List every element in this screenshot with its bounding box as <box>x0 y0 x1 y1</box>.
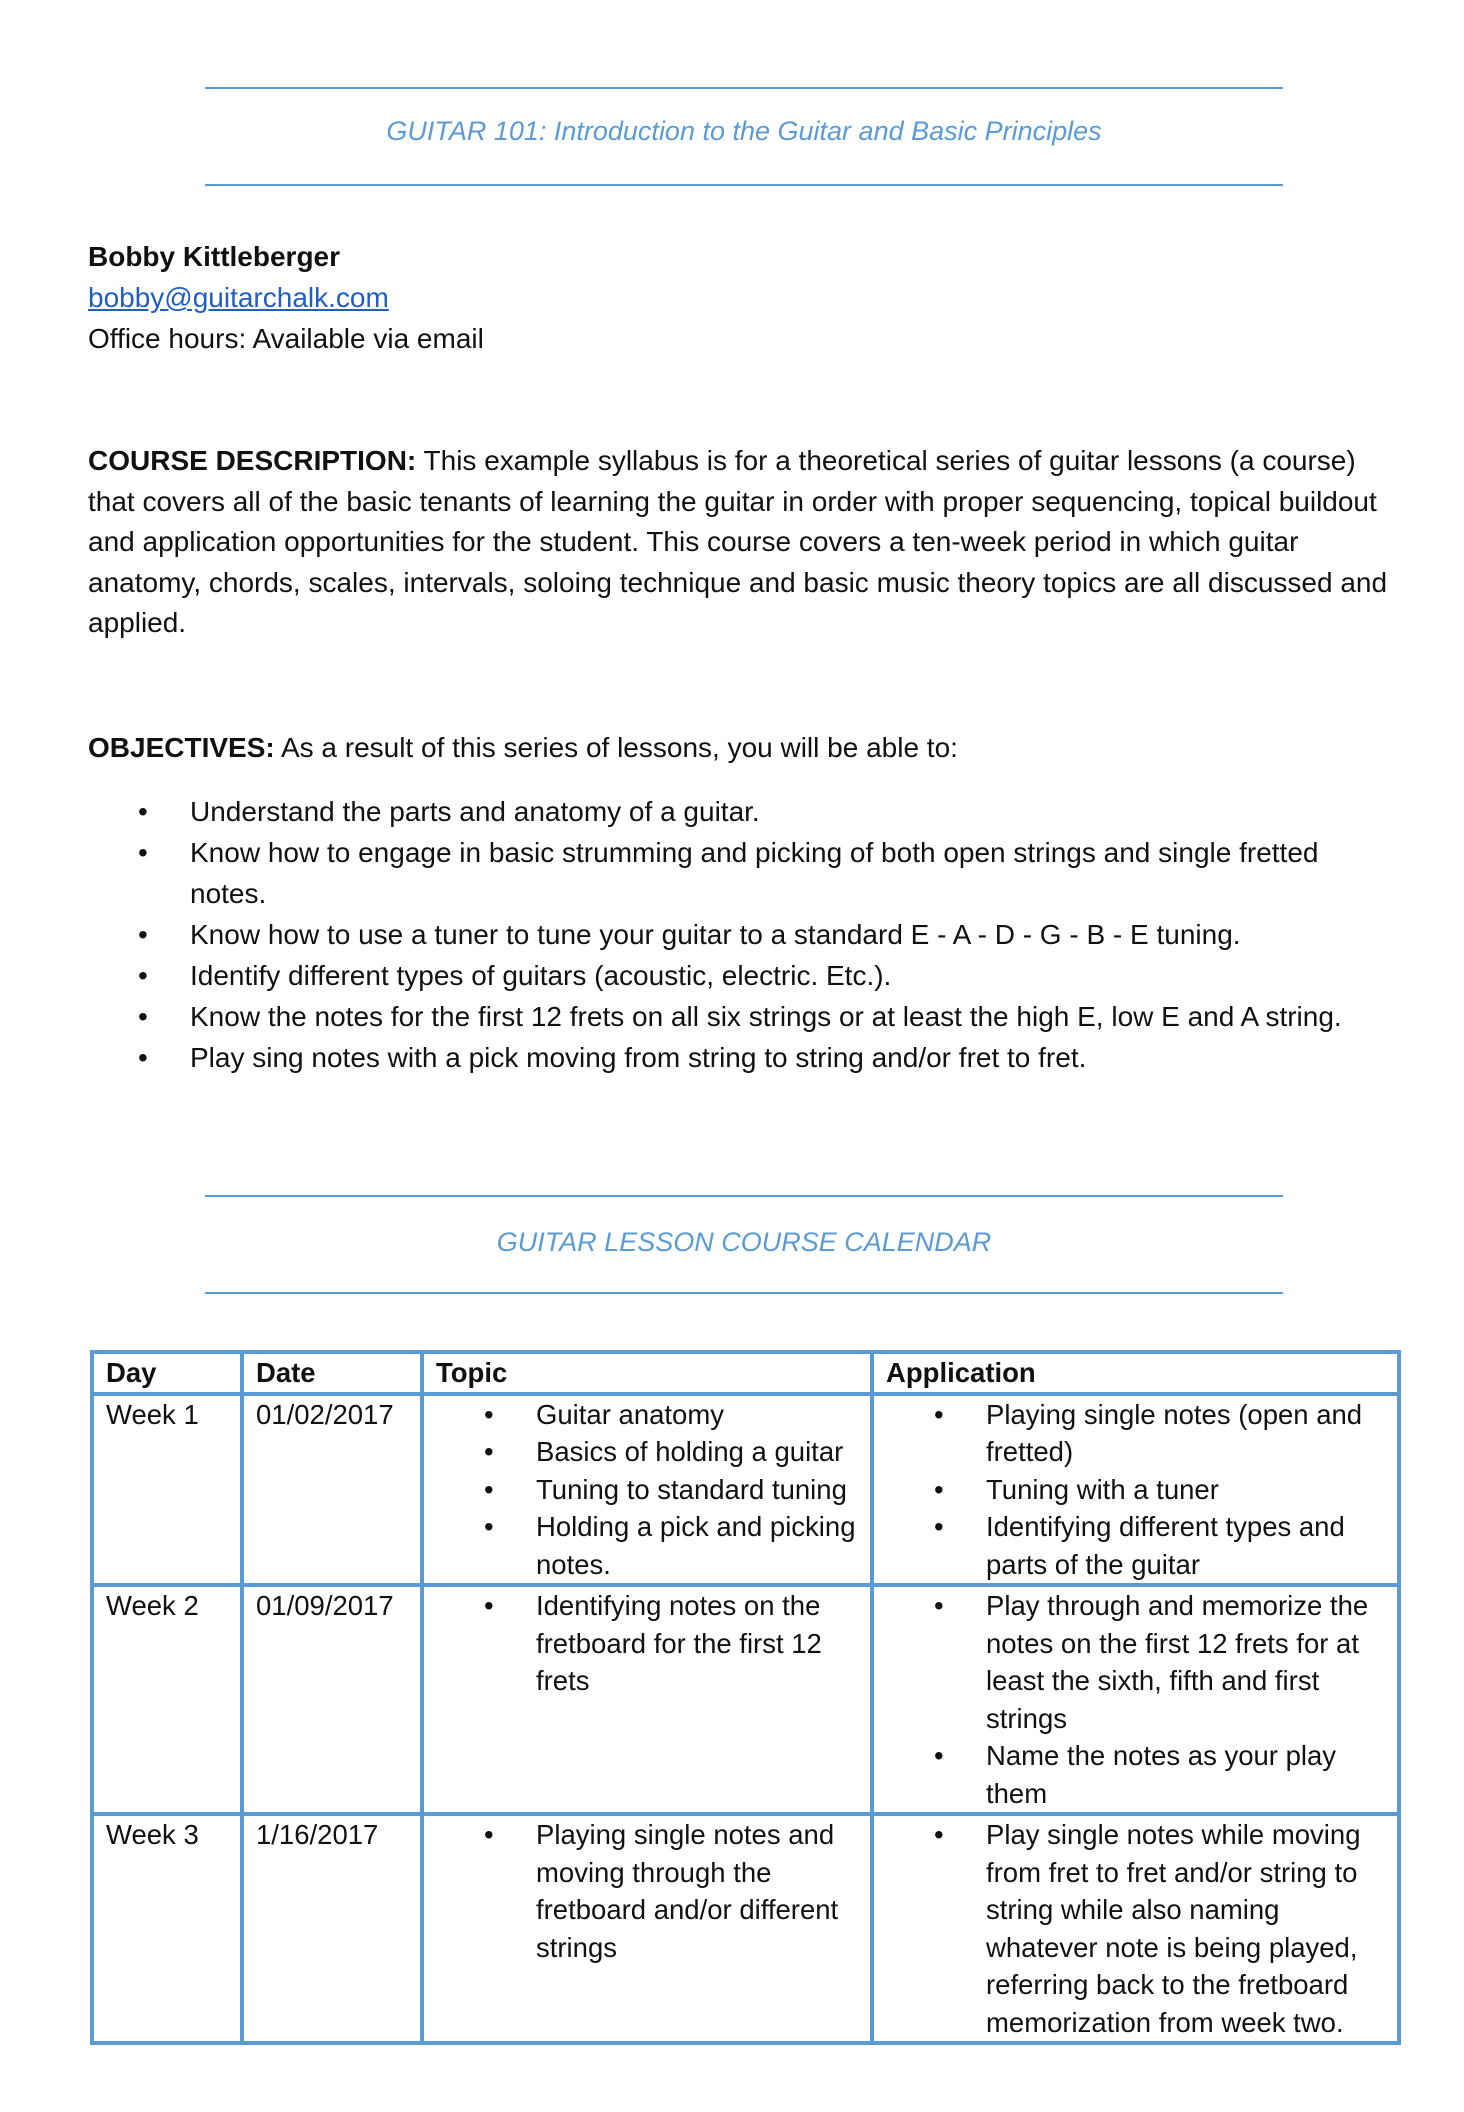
topic-item: • Identifying notes on the fretboard for the first 12 frets <box>436 1587 860 1700</box>
office-hours: Office hours: Available via email <box>88 323 484 354</box>
calendar-top-rule <box>205 1195 1283 1197</box>
objective-item: • Know how to engage in basic strumming and picking of both open strings and single fretted notes. <box>88 832 1388 914</box>
objective-item: • Know the notes for the first 12 frets on all six strings or at least the high E, low E and A string. <box>88 996 1388 1037</box>
course-calendar-table <box>90 1350 1401 2045</box>
date-cell: 01/02/2017 <box>242 1394 422 1586</box>
day-cell: Week 2 <box>92 1585 242 1814</box>
course-title: GUITAR 101: Introduction to the Guitar and Basic Principles <box>386 116 1102 146</box>
objective-item: • Identify different types of guitars (acoustic, electric. Etc.). <box>88 955 1388 996</box>
date-cell: 1/16/2017 <box>242 1814 422 2043</box>
instructor-email-link[interactable]: bobby@guitarchalk.com <box>88 282 389 313</box>
topic-cell <box>422 1585 872 1814</box>
objective-item: • Play sing notes with a pick moving from string to string and/or fret to fret. <box>88 1037 1388 1078</box>
topic-cell <box>422 1394 872 1586</box>
day-cell: Week 3 <box>92 1814 242 2043</box>
column-header-topic: Topic <box>422 1352 872 1394</box>
topic-cell <box>422 1814 872 2043</box>
table-header-row <box>92 1352 1399 1394</box>
table-row <box>92 1814 1399 2043</box>
objectives-list <box>88 791 1388 1078</box>
application-cell <box>872 1394 1399 1586</box>
table-row <box>92 1585 1399 1814</box>
application-item: • Playing single notes (open and fretted) <box>886 1396 1387 1471</box>
topic-item: • Tuning to standard tuning <box>436 1471 860 1509</box>
course-description <box>88 441 1388 644</box>
calendar-bottom-rule <box>205 1292 1283 1294</box>
application-item: • Play single notes while moving from fret to fret and/or string to string while also naming whatever note is being played, referring back to the fretboard memorization from week two. <box>886 1816 1387 2041</box>
application-item: • Name the notes as your play them <box>886 1737 1387 1812</box>
topic-item: • Basics of holding a guitar <box>436 1433 860 1471</box>
application-cell <box>872 1814 1399 2043</box>
column-header-day: Day <box>92 1352 242 1394</box>
objective-item: • Understand the parts and anatomy of a guitar. <box>88 791 1388 832</box>
title-top-rule <box>205 87 1283 89</box>
course-description-text: This example syllabus is for a theoretical series of guitar lessons (a course) that covers all of the basic tenants of learning the guitar in order with proper sequencing, topical buildout and application opportunities for the student. This course covers a ten-week period in which guitar anatomy, chords, scales, intervals, soloing technique and basic music theory topics are all discussed and applied. <box>88 445 1388 638</box>
table-row <box>92 1394 1399 1586</box>
application-item: • Tuning with a tuner <box>886 1471 1387 1509</box>
objectives-label: OBJECTIVES: <box>88 732 275 763</box>
course-description-label: COURSE DESCRIPTION: <box>88 445 417 476</box>
contact-block <box>88 236 1388 359</box>
instructor-name: Bobby Kittleberger <box>88 241 341 272</box>
objective-item: • Know how to use a tuner to tune your guitar to a standard E - A - D - G - B - E tuning. <box>88 914 1388 955</box>
date-cell: 01/09/2017 <box>242 1585 422 1814</box>
objectives-intro: As a result of this series of lessons, you will be able to: <box>274 732 958 763</box>
day-cell: Week 1 <box>92 1394 242 1586</box>
column-header-application: Application <box>872 1352 1399 1394</box>
application-item: • Identifying different types and parts of the guitar <box>886 1508 1387 1583</box>
calendar-title: GUITAR LESSON COURSE CALENDAR <box>496 1227 992 1257</box>
topic-item: • Playing single notes and moving through the fretboard and/or different strings <box>436 1816 860 1966</box>
title-bottom-rule <box>205 184 1283 186</box>
application-item: • Play through and memorize the notes on the first 12 frets for at least the sixth, fifth and first strings <box>886 1587 1387 1737</box>
objectives-heading <box>88 728 1388 769</box>
topic-item: • Holding a pick and picking notes. <box>436 1508 860 1583</box>
column-header-date: Date <box>242 1352 422 1394</box>
application-cell <box>872 1585 1399 1814</box>
topic-item: • Guitar anatomy <box>436 1396 860 1434</box>
